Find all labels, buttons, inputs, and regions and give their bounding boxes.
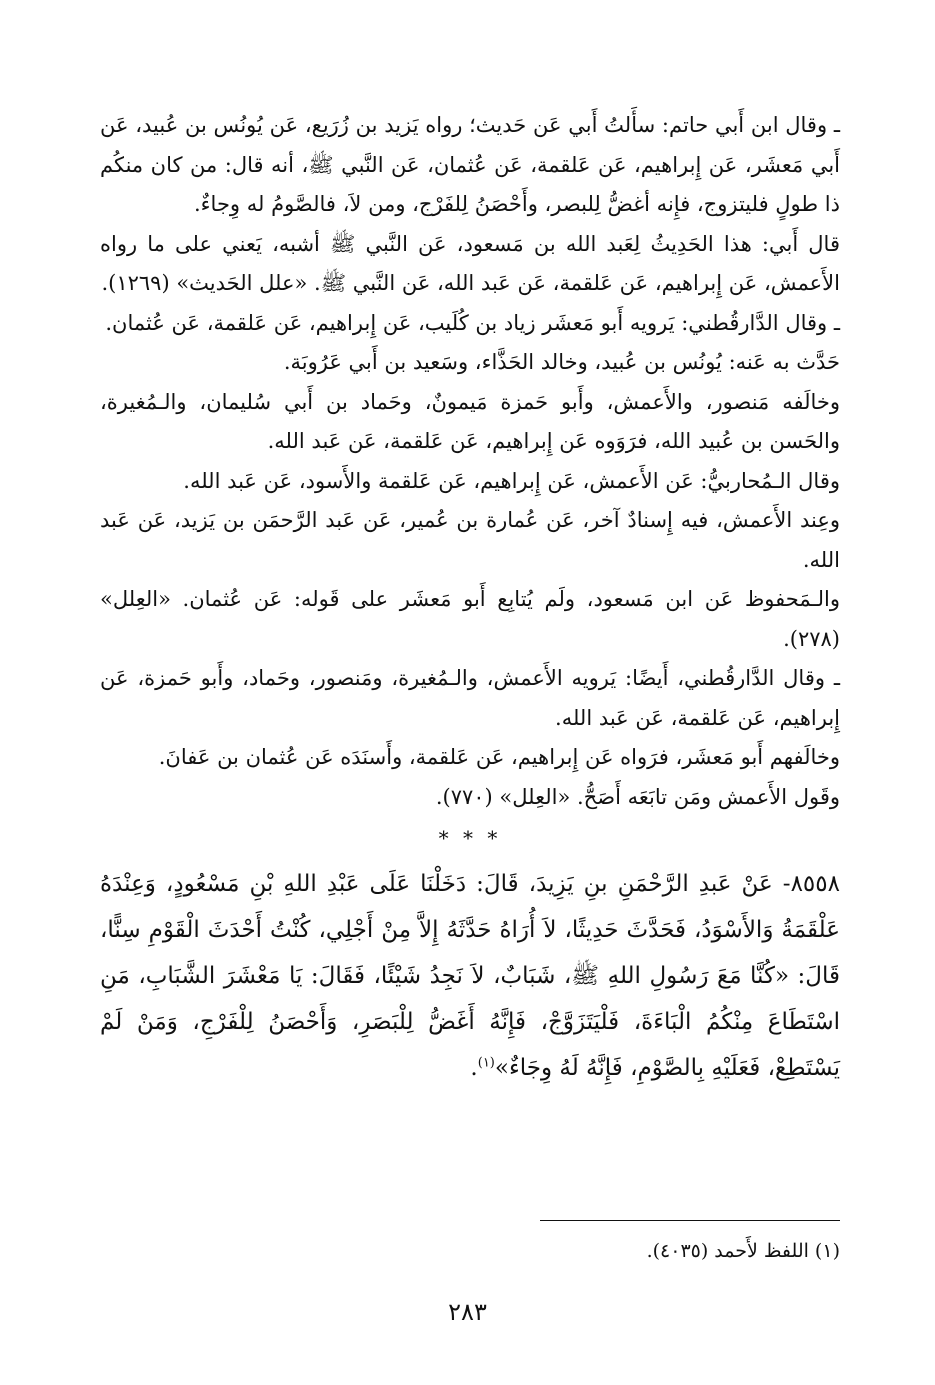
paragraph-muharibi: وقال الـمُحاربيُّ: عَن الأَعمش، عَن إِبراهيم، عَن عَلقمة والأَسود، عَن عَبد الله. <box>183 468 840 493</box>
paragraph-ibn-abi-hatim: ـ وقال ابن أَبي حاتم: سأَلتُ أَبي عَن حَديث؛ رواه يَزيد بن زُرَيع، عَن يُونُس بن عُبيد، عَن أَبي مَعشَر، عَن إِبراهيم، عَن عَلقمة، عَن عُثمان، عَن النَّبي ﷺ، أنه قال: من كان منكُم ذا طولٍ فليتزوج، فإِنه أغضُّ لِلبصر، وأَحْصَنُ لِلفَرْج، ومن لاَ، فالصَّومُ له وِجاءٌ. <box>100 113 840 216</box>
hadith-text: ٨٥٥٨- عَنْ عَبدِ الرَّحْمَنِ بنِ يَزِيدَ، قَالَ: دَخَلْنَا عَلَى عَبْدِ اللهِ بْنِ مَسْعُودٍ، وَعِنْدَهُ عَلْقَمَةُ وَالأَسْوَدُ، فَحَدَّثَ حَدِيثًا، لاَ أُرَاهُ حَدَّثَهُ إِلاَّ مِنْ أَجْلِي، كُنْتُ أَحْدَثَ الْقَوْمِ سِنًّا، قَالَ: «كُنَّا مَعَ رَسُولِ اللهِ ﷺ، شَبَابٌ، لاَ نَجِدُ شَيْئًا، فَقَالَ: يَا مَعْشَرَ الشَّبَابِ، مَنِ اسْتَطَاعَ مِنْكُمُ الْبَاءَةَ، فَلْيَتَزَوَّجْ، فَإِنَّهُ أَغَضُّ لِلْبَصَرِ، وَأَحْصَنُ لِلْفَرْجِ، وَمَنْ لَمْ يَسْتَطِعْ، فَعَلَيْهِ بِالصَّوْمِ، فَإِنَّهُ لَهُ وِجَاءٌ» <box>100 871 840 1081</box>
footnote-reference: (١) <box>477 1055 495 1071</box>
paragraph-another-isnad: وعِند الأَعمش، فيه إِسنادٌ آخر، عَن عُمارة بن عُمير، عَن عَبد الرَّحمَن بن يَزيد، عَن عَبد الله. <box>100 508 840 572</box>
paragraph-conclusion: وقَول الأَعمش ومَن تابَعَه أَصَحُّ. «العِلل» (٧٧٠). <box>435 784 840 809</box>
paragraph-opposition: وخالَفه مَنصور، والأَعمش، وأَبو حَمزة مَيمونٌ، وحَماد بن أَبي سُليمان، والـمُغيرة، والحَسن بن عُبيد الله، فرَوَوه عَن إِبراهيم، عَن عَلقمة، عَن عَبد الله. <box>100 389 840 453</box>
paragraph-narrators: حَدَّث به عَنه: يُونُس بن عُبيد، وخالد الحَذَّاء، وسَعيد بن أَبي عَرُوبَة. <box>283 350 840 374</box>
main-text <box>100 106 840 1091</box>
section-separator: * * * <box>438 826 502 850</box>
paragraph-abu-mashar: وخالَفهم أَبو مَعشَر، فرَواه عَن إِبراهيم، عَن عَلقمة، وأَسنَدَه عَن عُثمان بن عَفانَ. <box>158 745 840 769</box>
hadith-8558: ٨٥٥٨- عَنْ عَبدِ الرَّحْمَنِ بنِ يَزِيدَ، قَالَ: دَخَلْنَا عَلَى عَبْدِ اللهِ بْنِ مَسْعُودٍ، وَعِنْدَهُ عَلْقَمَةُ وَالأَسْوَدُ، فَحَدَّثَ حَدِيثًا، لاَ أُرَاهُ حَدَّثَهُ إِلاَّ مِنْ أَجْلِي، كُنْتُ أَحْدَثَ الْقَوْمِ سِنًّا، قَالَ: «كُنَّا مَعَ رَسُولِ اللهِ ﷺ، شَبَابٌ، لاَ نَجِدُ شَيْئًا، فَقَالَ: يَا مَعْشَرَ الشَّبَابِ، مَنِ اسْتَطَاعَ مِنْكُمُ الْبَاءَةَ، فَلْيَتَزَوَّجْ، فَإِنَّهُ أَغَضُّ لِلْبَصَرِ، وَأَحْصَنُ لِلْفَرْجِ، وَمَنْ لَمْ يَسْتَطِعْ، فَعَلَيْهِ بِالصَّوْمِ، فَإِنَّهُ لَهُ وِجَاءٌ»$^{(١)}$. <box>100 871 840 1081</box>
paragraph-daraqutni-2: ـ وقال الدَّارقُطني، أَيضًا: يَرويه الأَعمش، والـمُغيرة، ومَنصور، وحَماد، وأَبو حَمزة، عَن إِبراهيم، عَن عَلقمة، عَن عَبد الله. <box>100 666 840 730</box>
paragraph-mahfuz: والـمَحفوظ عَن ابن مَسعود، ولَم يُتابِع أَبو مَعشَر على قَوله: عَن عُثمان. «العِلل» (٢٧٨). <box>100 587 840 651</box>
footnote: (١) اللفظ لأَحمد (٤٠٣٥). <box>646 1240 840 1262</box>
footnote-divider <box>540 1220 840 1221</box>
page-number: ٢٨٣ <box>448 1298 487 1326</box>
paragraph-daraqutni-1: ـ وقال الدَّارقُطني: يَرويه أَبو مَعشَر زياد بن كُلَيب، عَن إِبراهيم، عَن عَلقمة، عَن عُثمان. <box>105 310 840 335</box>
paragraph-abi-comment: قال أَبي: هذا الحَدِيثُ لِعَبد الله بن مَسعود، عَن النَّبي ﷺ أشبه، يَعني على ما رواه الأَعمش، عَن إِبراهيم، عَن عَلقمة، عَن عَبد الله، عَن النَّبي ﷺ. «علل الحَديث» (١٢٦٩). <box>100 231 840 295</box>
